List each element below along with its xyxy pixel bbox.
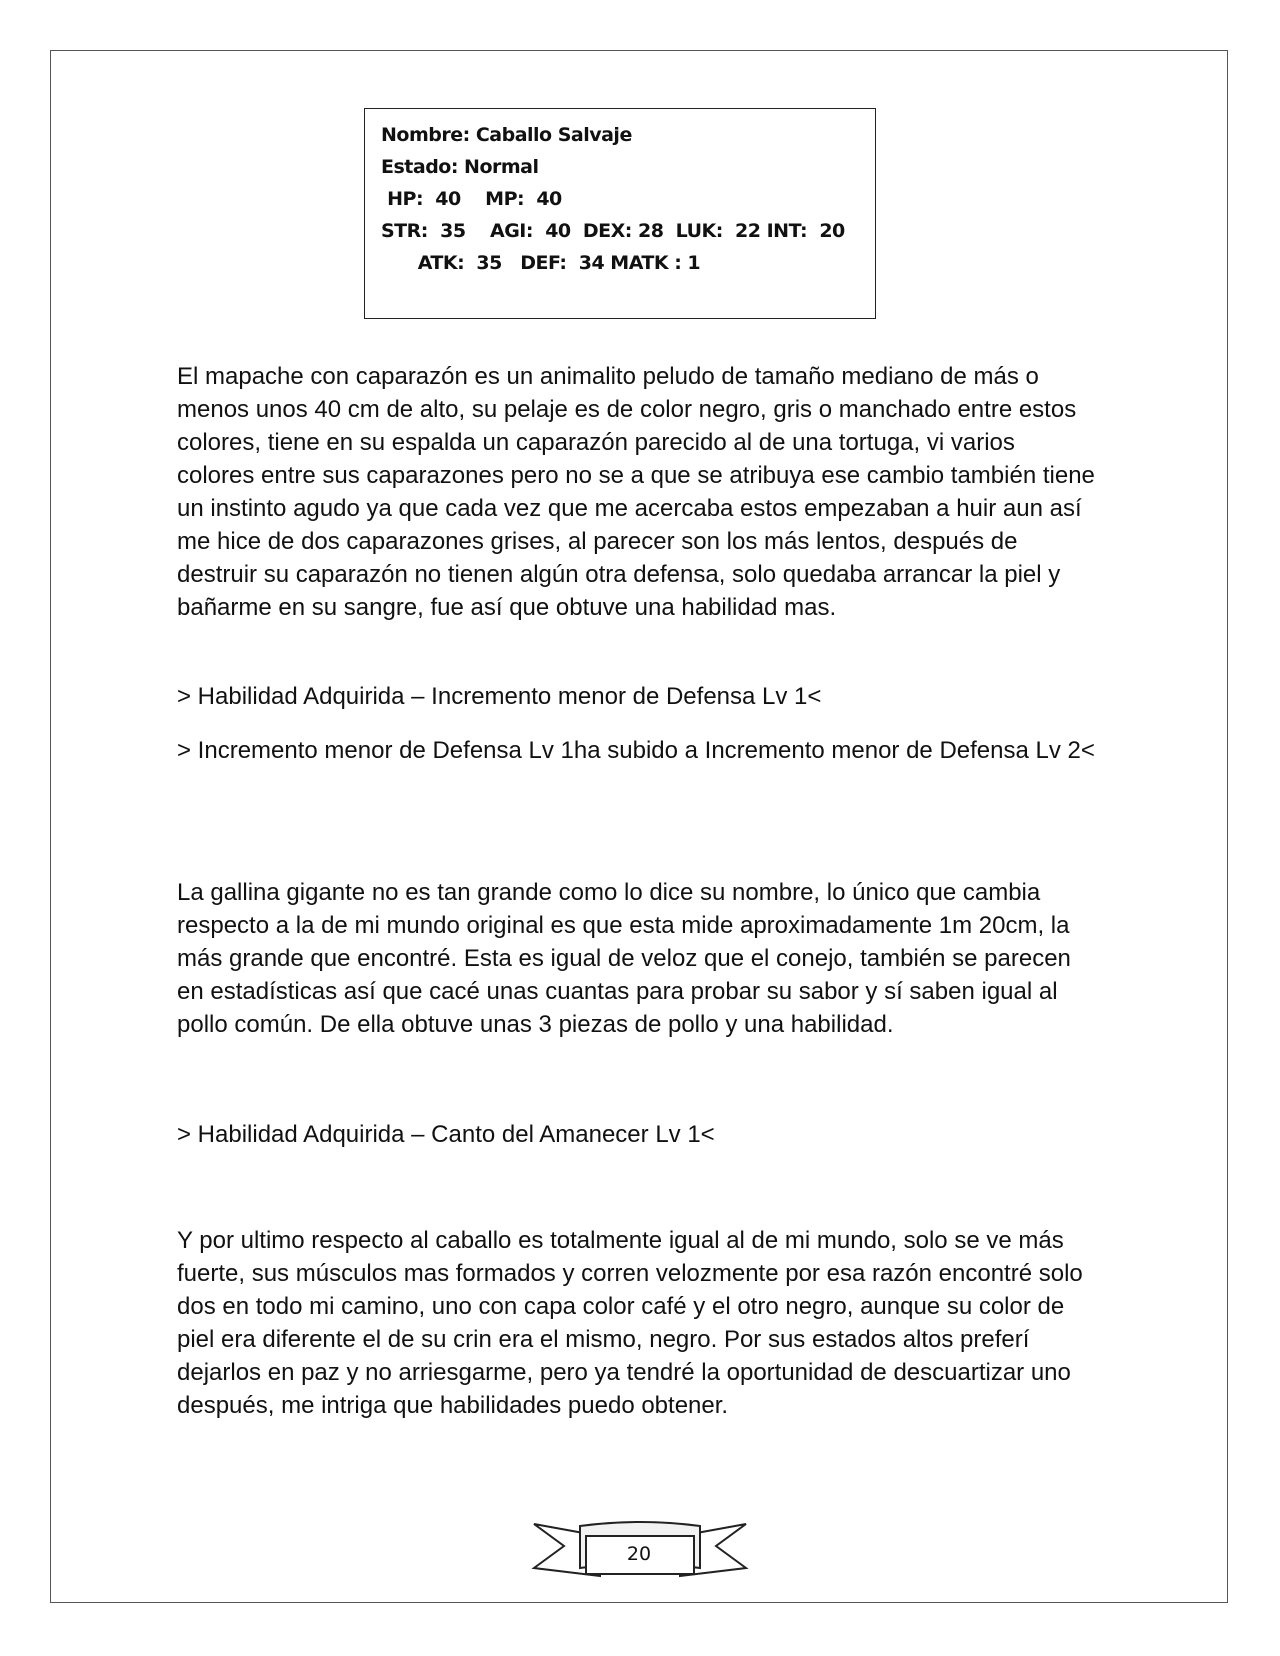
skill-acquired-defense: [177, 680, 1097, 713]
page-number: 20: [626, 1543, 652, 1565]
stat-name: Nombre: Caballo Salvaje: [381, 124, 632, 146]
skill-text: > Habilidad Adquirida – Canto del Amanecer Lv 1<: [177, 1121, 715, 1148]
stat-combat: ATK: 35 DEF: 34 MATK : 1: [381, 252, 701, 274]
stat-attributes: STR: 35 AGI: 40 DEX: 28 LUK: 22 INT: 20: [381, 220, 845, 242]
paragraph-text: El mapache con caparazón es un animalito peludo de tamaño mediano de más o menos unos 40 cm de alto, su pelaje es de color negro, gris o manchado entre estos colores, tiene en su espalda un caparazón parecido al de una tortuga, vi varios colores entre sus caparazones pero no se a que se atribuya ese cambio también tiene un instinto agudo ya que cada vez que me acercaba estos empezaban a huir aun así me hice de dos caparazones grises, al parecer son los más lentos, después de destruir su caparazón no tienen algún otra defensa, solo quedaba arrancar la piel y bañarme en su sangre, fue así que obtuve una habilidad mas.: [177, 363, 1095, 621]
skill-text: > Incremento menor de Defensa Lv 1ha subido a Incremento menor de Defensa Lv 2<: [177, 737, 1095, 764]
creature-stat-box: [364, 108, 876, 319]
paragraph-raccoon: [177, 360, 1097, 624]
stat-hp-mp: HP: 40 MP: 40: [381, 188, 562, 210]
skill-acquired-dawn-song: [177, 1118, 1097, 1151]
skill-upgraded-defense: [177, 734, 1097, 767]
stat-state: Estado: Normal: [381, 156, 539, 178]
paragraph-hen: [177, 876, 1097, 1041]
paragraph-text: Y por ultimo respecto al caballo es totalmente igual al de mi mundo, solo se ve más fuerte, sus músculos mas formados y corren velozmente por esa razón encontré solo dos en todo mi camino, uno con capa color café y el otro negro, aunque su color de piel era diferente el de su crin era el mismo, negro. Por sus estados altos preferí dejarlos en paz y no arriesgarme, pero ya tendré la oportunidad de descuartizar uno después, me intriga que habilidades puedo obtener.: [177, 1227, 1083, 1419]
paragraph-text: La gallina gigante no es tan grande como lo dice su nombre, lo único que cambia respecto a la de mi mundo original es que esta mide aproximadamente 1m 20cm, la más grande que encontré. Esta es igual de veloz que el conejo, también se parecen en estadísticas así que cacé unas cuantas para probar su sabor y sí saben igual al pollo común. De ella obtuve unas 3 piezas de pollo y una habilidad.: [177, 879, 1071, 1038]
skill-text: > Habilidad Adquirida – Incremento menor de Defensa Lv 1<: [177, 683, 822, 710]
paragraph-horse: [177, 1224, 1097, 1422]
